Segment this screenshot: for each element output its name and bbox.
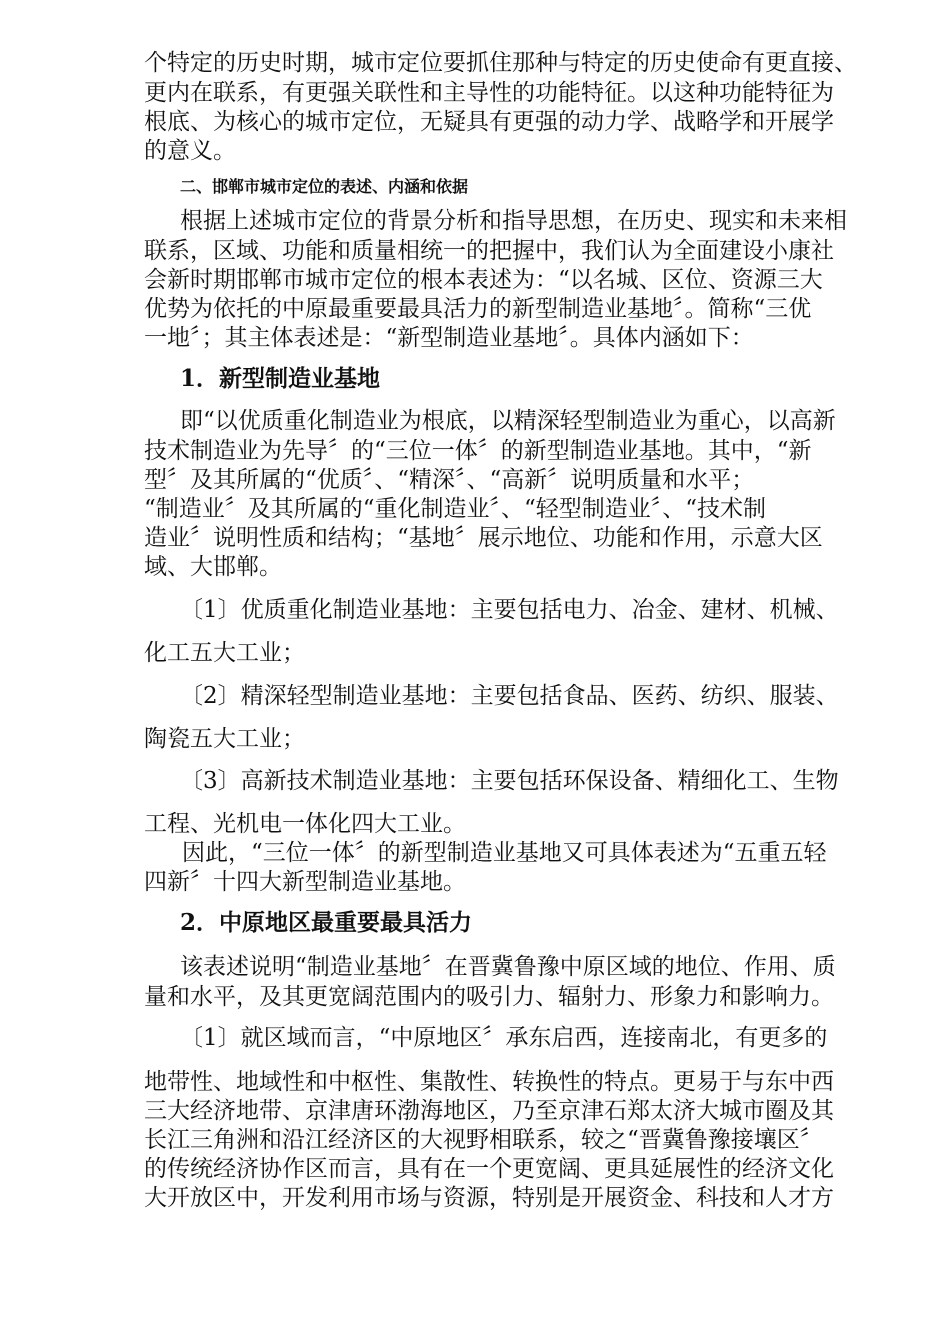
text-line: 量和水平，及其更宽阔范围内的吸引力、辐射力、形象力和影响力。	[144, 984, 834, 1010]
subheading-2: 2．中原地区最重要最具活力	[180, 909, 473, 936]
text-line: 地带性、地域性和中枢性、集散性、转换性的特点。更易于与东中西	[144, 1069, 834, 1095]
section-heading: 二、邯郸市城市定位的表述、内涵和依据	[180, 177, 469, 196]
text-line: 三大经济地带、京津唐环渤海地区，乃至京津石郑太济大城市圈及其	[144, 1098, 834, 1124]
text-line: 联系，区域、功能和质量相统一的把握中，我们认为全面建设小康社	[144, 238, 834, 264]
text-line: 优势为依托的中原最重要最具活力的新型制造业基地〞。简称“三优	[144, 296, 812, 322]
text-line: 域、大邯郸。	[144, 554, 282, 580]
text-line: 该表述说明“制造业基地〞在晋冀鲁豫中原区域的地位、作用、质	[180, 954, 836, 980]
text-line: 一地〞；其主体表述是：“新型制造业基地〞。具体内涵如下：	[144, 325, 754, 351]
text-line: 型〞及其所属的“优质〞、“精深〞、“高新〞说明质量和水平；	[144, 467, 755, 493]
text-line: 工程、光机电一体化四大工业。	[144, 811, 466, 837]
text-line: 长江三角洲和沿江经济区的大视野相联系，较之“晋冀鲁豫接壤区〞	[144, 1127, 823, 1153]
text-line: 个特定的历史时期，城市定位要抓住那种与特定的历史使命有更直接、	[144, 50, 857, 76]
subheading-1: 1．新型制造业基地	[180, 365, 381, 392]
text-line: 造业〞说明性质和结构；“基地〞展示地位、功能和作用，示意大区	[144, 525, 823, 551]
text-line: “制造业〞及其所属的“重化制造业〞、“轻型制造业〞、“技术制	[144, 496, 767, 522]
text-line: 因此，“三位一体〞的新型制造业基地又可具体表述为“五重五轻	[182, 840, 827, 866]
text-line: 化工五大工业；	[144, 640, 305, 666]
text-line: 即“以优质重化制造业为根底，以精深轻型制造业为重心，以高新	[180, 408, 836, 434]
text-line: 会新时期邯郸市城市定位的根本表述为：“以名城、区位、资源三大	[144, 267, 823, 293]
text-line: 根底、为核心的城市定位，无疑具有更强的动力学、战略学和开展学	[144, 109, 834, 135]
text-line: 根据上述城市定位的背景分析和指导思想，在历史、现实和未来相	[180, 208, 847, 234]
text-line: 四新〞十四大新型制造业基地。	[144, 869, 466, 895]
text-line: 更内在联系，有更强关联性和主导性的功能特征。以这种功能特征为	[144, 80, 834, 106]
text-line: 〔1〕优质重化制造业基地：主要包括电力、冶金、建材、机械、	[180, 597, 839, 623]
text-line: 的意义。	[144, 138, 236, 164]
text-line: 〔1〕就区域而言，“中原地区〞承东启西，连接南北，有更多的	[180, 1025, 828, 1051]
text-line: 〔3〕高新技术制造业基地：主要包括环保设备、精细化工、生物	[180, 768, 839, 794]
text-line: 大开放区中，开发利用市场与资源，特别是开展资金、科技和人才方	[144, 1185, 834, 1211]
text-line: 〔2〕精深轻型制造业基地：主要包括食品、医药、纺织、服装、	[180, 683, 839, 709]
text-line: 的传统经济协作区而言，具有在一个更宽阔、更具延展性的经济文化	[144, 1156, 834, 1182]
text-line: 陶瓷五大工业；	[144, 726, 305, 752]
text-line: 技术制造业为先导〞的“三位一体〞的新型制造业基地。其中，“新	[144, 438, 812, 464]
